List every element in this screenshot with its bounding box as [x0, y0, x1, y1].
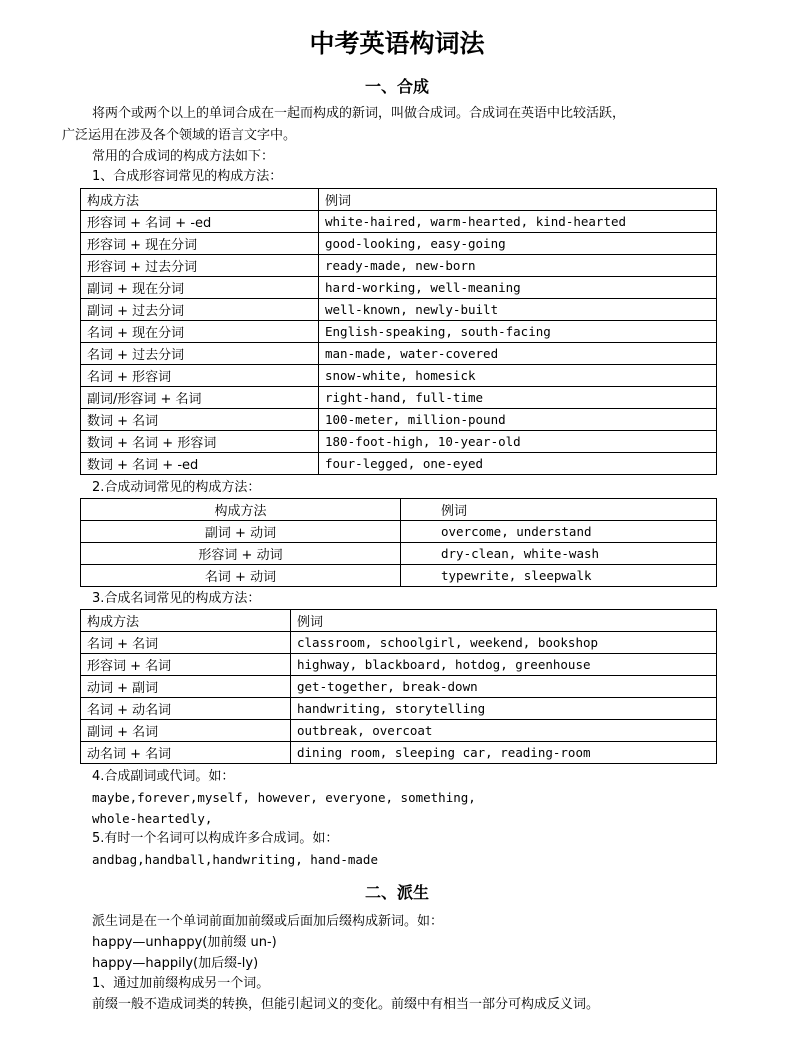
table-row: [81, 211, 717, 233]
method-cell: 形容词 + 名词: [81, 654, 291, 676]
examples-cell: four-legged, one-eyed: [319, 453, 717, 475]
table-row: [81, 343, 717, 365]
examples-cell: snow-white, homesick: [319, 365, 717, 387]
compound-adverb-label: 4.合成副词或代词。如：: [92, 769, 235, 784]
examples-cell: 180-foot-high, 10-year-old: [319, 431, 717, 453]
table-row: [81, 277, 717, 299]
method-cell: 形容词 + 名词 + -ed: [81, 211, 319, 233]
examples-cell: man-made, water-covered: [319, 343, 717, 365]
method-cell: 副词 + 现在分词: [81, 277, 319, 299]
method-cell: 数词 + 名词: [81, 409, 319, 431]
examples-cell: dining room, sleeping car, reading-room: [291, 742, 717, 764]
examples-cell: well-known, newly-built: [319, 299, 717, 321]
examples-cell: white-haired, warm-hearted, kind-hearted: [319, 211, 717, 233]
header-examples: 例词: [401, 499, 717, 521]
method-cell: 副词 + 动词: [81, 521, 401, 543]
table-header-row: [81, 499, 717, 521]
table-row: [81, 654, 717, 676]
multi-compound-label: 5.有时一个名词可以构成许多合成词。如：: [92, 831, 339, 846]
page-title: 中考英语构词法: [309, 29, 485, 58]
examples-cell: overcome, understand: [401, 521, 717, 543]
table-row: [81, 565, 717, 587]
examples-cell: get-together, break-down: [291, 676, 717, 698]
header-examples: 例词: [291, 610, 717, 632]
table-row: [81, 233, 717, 255]
compound-adverb-examples-line-2: whole-heartedly,: [92, 811, 213, 826]
table-row: [81, 453, 717, 475]
method-cell: 数词 + 名词 + -ed: [81, 453, 319, 475]
examples-cell: ready-made, new-born: [319, 255, 717, 277]
prefix-description: 前缀一般不造成词类的转换，但能引起词义的变化。前缀中有相当一部分可构成反义词。: [92, 997, 600, 1012]
method-cell: 名词 + 动词: [81, 565, 401, 587]
intro-paragraph-line-1: 将两个或两个以上的单词合成在一起而构成的新词，叫做合成词。合成词在英语中比较活跃，: [92, 106, 626, 121]
table-header-row: [81, 189, 717, 211]
method-cell: 副词/形容词 + 名词: [81, 387, 319, 409]
table-row: [81, 720, 717, 742]
multi-compound-examples: andbag,handball,handwriting, hand-made: [92, 852, 378, 867]
compound-verb-table: [80, 498, 717, 587]
method-cell: 副词 + 名词: [81, 720, 291, 742]
table-row: [81, 365, 717, 387]
method-cell: 动名词 + 名词: [81, 742, 291, 764]
prefix-subheading: 1、通过加前缀构成另一个词。: [92, 976, 270, 991]
examples-cell: right-hand, full-time: [319, 387, 717, 409]
method-cell: 名词 + 现在分词: [81, 321, 319, 343]
header-examples: 例词: [319, 189, 717, 211]
examples-cell: typewrite, sleepwalk: [401, 565, 717, 587]
method-cell: 动词 + 副词: [81, 676, 291, 698]
method-cell: 名词 + 形容词: [81, 365, 319, 387]
compound-adverb-examples-line-1: maybe,forever,myself, however, everyone, something,: [92, 790, 476, 805]
intro-paragraph-line-2: 广泛运用在涉及各个领域的语言文字中。: [62, 128, 297, 143]
derivation-example-prefix: happy—unhappy(加前缀 un-): [92, 935, 277, 950]
compound-adjective-table: [80, 188, 717, 475]
section-heading-compound: 一、合成: [364, 77, 429, 96]
header-method: 构成方法: [81, 189, 319, 211]
table-row: [81, 676, 717, 698]
table-row: [81, 521, 717, 543]
method-cell: 形容词 + 现在分词: [81, 233, 319, 255]
method-cell: 形容词 + 过去分词: [81, 255, 319, 277]
examples-cell: English-speaking, south-facing: [319, 321, 717, 343]
table-row: [81, 543, 717, 565]
examples-cell: dry-clean, white-wash: [401, 543, 717, 565]
examples-cell: highway, blackboard, hotdog, greenhouse: [291, 654, 717, 676]
examples-cell: 100-meter, million-pound: [319, 409, 717, 431]
examples-cell: hard-working, well-meaning: [319, 277, 717, 299]
table-row: [81, 409, 717, 431]
table-row: [81, 431, 717, 453]
examples-cell: outbreak, overcoat: [291, 720, 717, 742]
table-row: [81, 742, 717, 764]
examples-cell: good-looking, easy-going: [319, 233, 717, 255]
compound-adjective-label: 1、合成形容词常见的构成方法：: [92, 169, 283, 184]
method-cell: 名词 + 名词: [81, 632, 291, 654]
section-heading-derivation: 二、派生: [364, 883, 429, 902]
table-row: [81, 387, 717, 409]
method-cell: 数词 + 名词 + 形容词: [81, 431, 319, 453]
method-cell: 名词 + 过去分词: [81, 343, 319, 365]
compound-verb-label: 2.合成动词常见的构成方法：: [92, 480, 261, 495]
derivation-intro: 派生词是在一个单词前面加前缀或后面加后缀构成新词。如：: [92, 914, 444, 929]
table-row: [81, 299, 717, 321]
method-cell: 副词 + 过去分词: [81, 299, 319, 321]
table-row: [81, 632, 717, 654]
compound-noun-table: [80, 609, 717, 764]
table-row: [81, 255, 717, 277]
header-method: 构成方法: [81, 499, 401, 521]
method-cell: 名词 + 动名词: [81, 698, 291, 720]
header-method: 构成方法: [81, 610, 291, 632]
derivation-example-suffix: happy—happily(加后缀-ly): [92, 956, 259, 971]
compound-noun-label: 3.合成名词常见的构成方法：: [92, 591, 261, 606]
examples-cell: handwriting, storytelling: [291, 698, 717, 720]
table-header-row: [81, 610, 717, 632]
table-row: [81, 698, 717, 720]
table-row: [81, 321, 717, 343]
method-cell: 形容词 + 动词: [81, 543, 401, 565]
common-methods-label: 常用的合成词的构成方法如下：: [92, 149, 275, 164]
examples-cell: classroom, schoolgirl, weekend, bookshop: [291, 632, 717, 654]
